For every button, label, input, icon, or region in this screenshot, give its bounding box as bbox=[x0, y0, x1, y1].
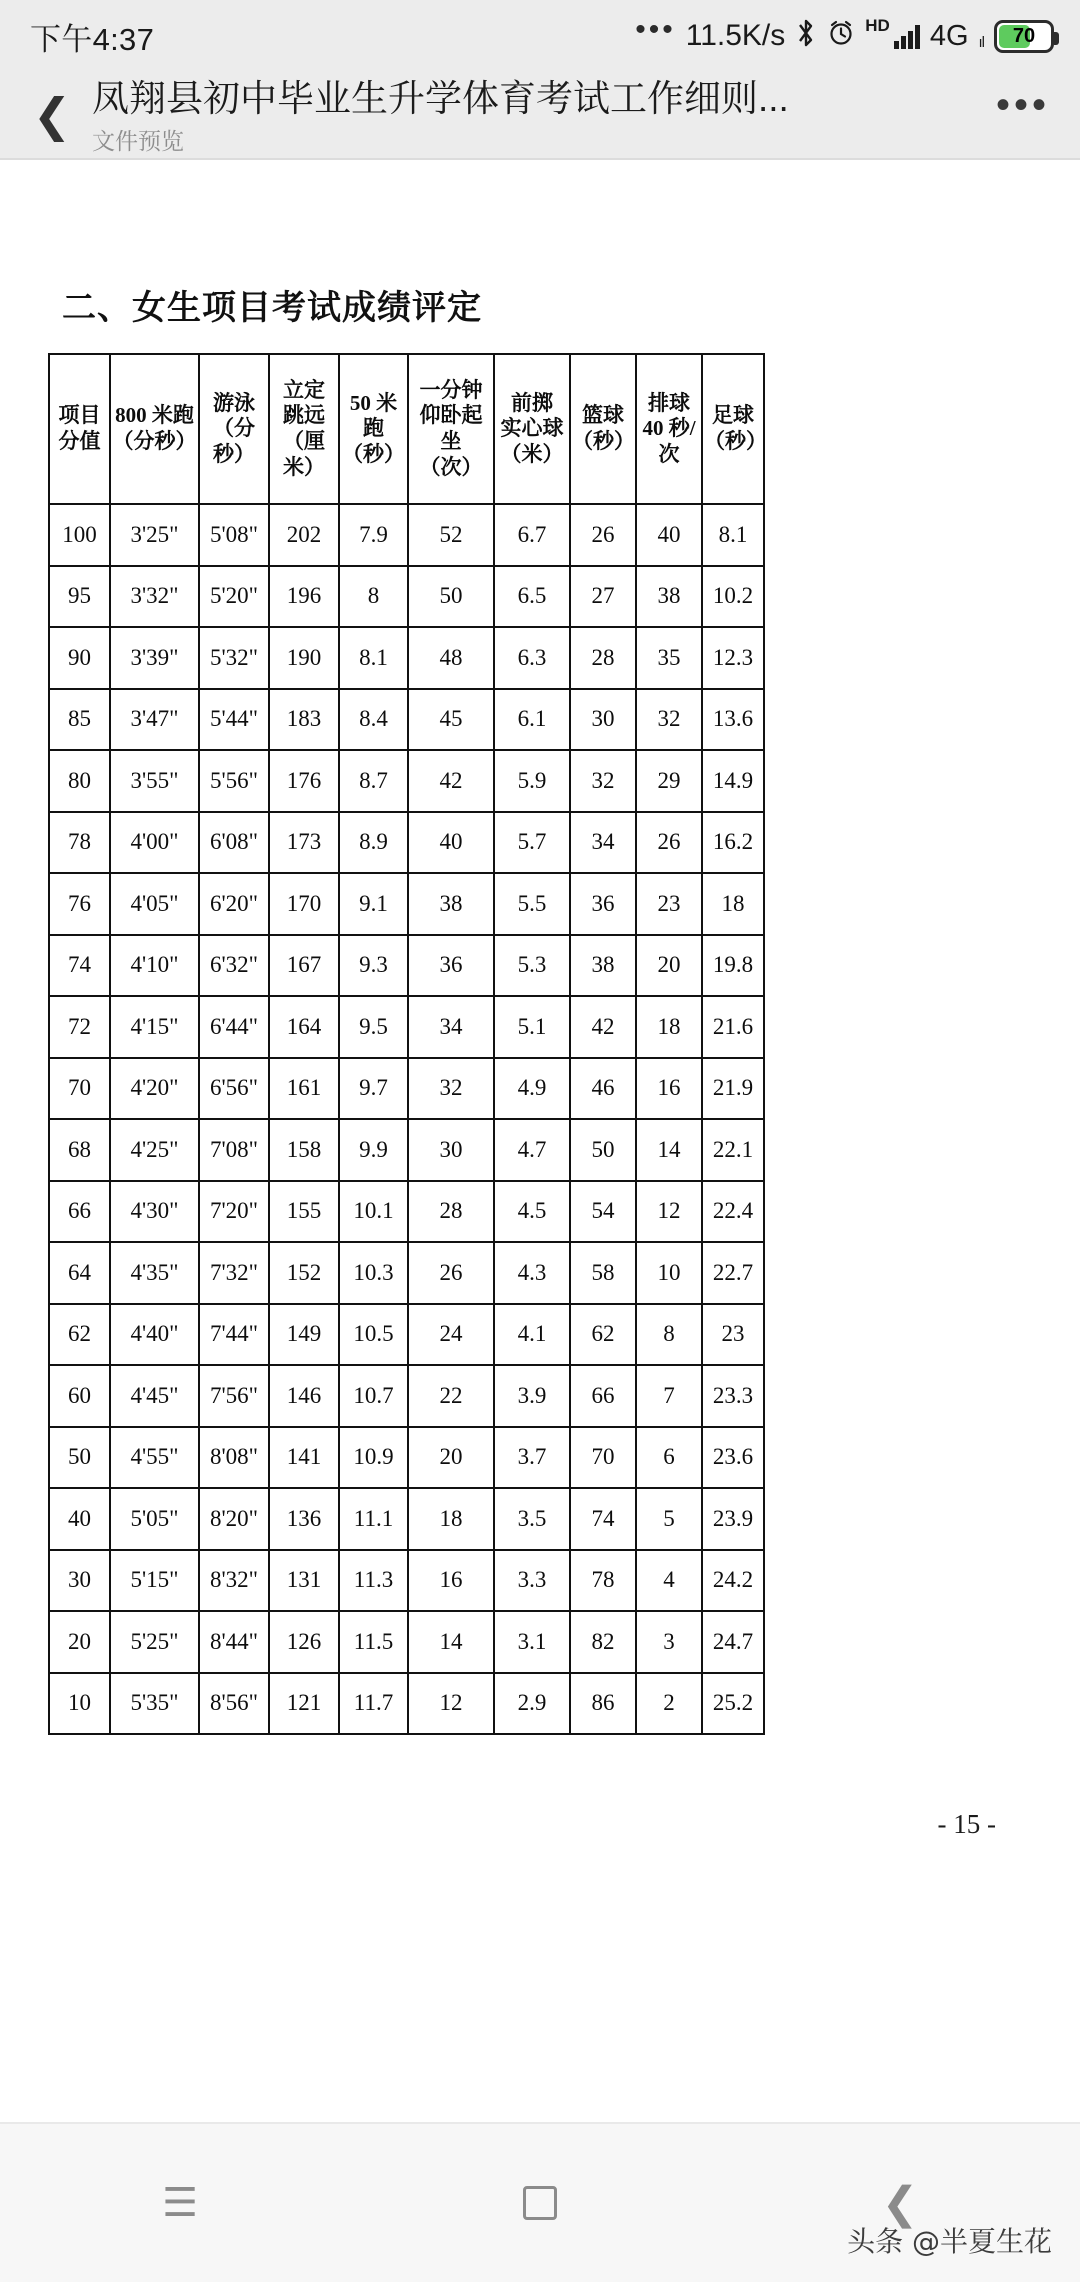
table-cell-score: 74 bbox=[49, 935, 110, 997]
table-cell-standing_long_jump: 173 bbox=[269, 812, 339, 874]
table-cell-run800m: 3'55" bbox=[110, 750, 199, 812]
table-cell-score: 68 bbox=[49, 1119, 110, 1181]
table-cell-score: 76 bbox=[49, 873, 110, 935]
table-cell-volleyball_40s: 26 bbox=[636, 812, 702, 874]
table-cell-run50m: 11.7 bbox=[339, 1673, 408, 1735]
table-cell-football: 22.1 bbox=[702, 1119, 764, 1181]
table-cell-standing_long_jump: 190 bbox=[269, 627, 339, 689]
table-cell-swim: 8'08" bbox=[199, 1427, 269, 1489]
table-row bbox=[49, 873, 764, 935]
table-cell-solid_ball_throw: 3.7 bbox=[494, 1427, 570, 1489]
table-cell-swim: 7'08" bbox=[199, 1119, 269, 1181]
table-cell-swim: 5'44" bbox=[199, 689, 269, 751]
table-cell-football: 14.9 bbox=[702, 750, 764, 812]
table-cell-volleyball_40s: 3 bbox=[636, 1611, 702, 1673]
table-cell-situps_1min: 52 bbox=[408, 504, 494, 566]
alarm-clock-icon bbox=[827, 19, 855, 54]
table-cell-football: 8.1 bbox=[702, 504, 764, 566]
table-cell-football: 13.6 bbox=[702, 689, 764, 751]
nav-menu-button[interactable] bbox=[0, 2180, 360, 2226]
table-cell-situps_1min: 36 bbox=[408, 935, 494, 997]
table-cell-run50m: 10.7 bbox=[339, 1365, 408, 1427]
table-cell-score: 90 bbox=[49, 627, 110, 689]
table-cell-swim: 8'32" bbox=[199, 1550, 269, 1612]
table-cell-volleyball_40s: 35 bbox=[636, 627, 702, 689]
table-cell-football: 21.9 bbox=[702, 1058, 764, 1120]
table-cell-score: 66 bbox=[49, 1181, 110, 1243]
table-cell-swim: 5'56" bbox=[199, 750, 269, 812]
table-cell-solid_ball_throw: 5.7 bbox=[494, 812, 570, 874]
more-dots-icon: ••• bbox=[635, 13, 676, 46]
table-cell-basketball: 58 bbox=[570, 1242, 636, 1304]
more-options-icon[interactable]: ••• bbox=[995, 82, 1050, 127]
table-body bbox=[49, 504, 764, 1734]
table-row bbox=[49, 689, 764, 751]
table-cell-football: 23 bbox=[702, 1304, 764, 1366]
table-cell-run50m: 11.5 bbox=[339, 1611, 408, 1673]
table-cell-solid_ball_throw: 3.1 bbox=[494, 1611, 570, 1673]
table-cell-swim: 7'32" bbox=[199, 1242, 269, 1304]
watermark-label: 头条 @半夏生花 bbox=[847, 2225, 1052, 2258]
table-cell-basketball: 32 bbox=[570, 750, 636, 812]
table-cell-score: 60 bbox=[49, 1365, 110, 1427]
table-cell-standing_long_jump: 149 bbox=[269, 1304, 339, 1366]
table-cell-run800m: 4'15" bbox=[110, 996, 199, 1058]
table-cell-standing_long_jump: 176 bbox=[269, 750, 339, 812]
table-cell-run800m: 4'40" bbox=[110, 1304, 199, 1366]
table-cell-situps_1min: 28 bbox=[408, 1181, 494, 1243]
cellular-signal-icon bbox=[894, 23, 920, 49]
section-heading: 二、女生项目考试成绩评定 bbox=[62, 288, 482, 328]
document-preview-area[interactable] bbox=[0, 280, 1080, 2122]
table-cell-situps_1min: 20 bbox=[408, 1427, 494, 1489]
table-cell-solid_ball_throw: 5.5 bbox=[494, 873, 570, 935]
table-cell-volleyball_40s: 23 bbox=[636, 873, 702, 935]
table-cell-solid_ball_throw: 3.9 bbox=[494, 1365, 570, 1427]
table-cell-standing_long_jump: 170 bbox=[269, 873, 339, 935]
table-cell-basketball: 62 bbox=[570, 1304, 636, 1366]
table-row bbox=[49, 504, 764, 566]
table-cell-run800m: 4'35" bbox=[110, 1242, 199, 1304]
table-cell-swim: 5'20" bbox=[199, 566, 269, 628]
table-cell-run50m: 10.9 bbox=[339, 1427, 408, 1489]
table-head bbox=[49, 354, 767, 504]
table-cell-volleyball_40s: 12 bbox=[636, 1181, 702, 1243]
table-row bbox=[49, 935, 764, 997]
table-cell-standing_long_jump: 158 bbox=[269, 1119, 339, 1181]
table-cell-score: 100 bbox=[49, 504, 110, 566]
table-row bbox=[49, 1304, 764, 1366]
table-row bbox=[49, 1242, 764, 1304]
table-cell-basketball: 50 bbox=[570, 1119, 636, 1181]
table-cell-swim: 6'44" bbox=[199, 996, 269, 1058]
table-cell-swim: 6'20" bbox=[199, 873, 269, 935]
table-cell-basketball: 82 bbox=[570, 1611, 636, 1673]
battery-level-label: 70 bbox=[1012, 24, 1036, 47]
table-cell-basketball: 34 bbox=[570, 812, 636, 874]
table-cell-football: 16.2 bbox=[702, 812, 764, 874]
table-cell-solid_ball_throw: 5.1 bbox=[494, 996, 570, 1058]
table-cell-volleyball_40s: 32 bbox=[636, 689, 702, 751]
table-cell-run800m: 4'05" bbox=[110, 873, 199, 935]
table-cell-football: 12.3 bbox=[702, 627, 764, 689]
table-row bbox=[49, 996, 764, 1058]
table-cell-solid_ball_throw: 6.7 bbox=[494, 504, 570, 566]
table-cell-volleyball_40s: 20 bbox=[636, 935, 702, 997]
table-cell-score: 85 bbox=[49, 689, 110, 751]
table-cell-run50m: 9.1 bbox=[339, 873, 408, 935]
table-row bbox=[49, 627, 764, 689]
table-cell-run50m: 9.7 bbox=[339, 1058, 408, 1120]
table-cell-standing_long_jump: 164 bbox=[269, 996, 339, 1058]
table-cell-standing_long_jump: 167 bbox=[269, 935, 339, 997]
table-cell-swim: 7'56" bbox=[199, 1365, 269, 1427]
table-row bbox=[49, 1181, 764, 1243]
table-cell-volleyball_40s: 5 bbox=[636, 1488, 702, 1550]
table-cell-run50m: 10.5 bbox=[339, 1304, 408, 1366]
header-text-group bbox=[92, 77, 980, 152]
status-bar bbox=[0, 0, 1080, 72]
table-cell-situps_1min: 50 bbox=[408, 566, 494, 628]
table-cell-basketball: 70 bbox=[570, 1427, 636, 1489]
table-cell-run800m: 5'15" bbox=[110, 1550, 199, 1612]
table-cell-basketball: 36 bbox=[570, 873, 636, 935]
table-cell-run800m: 3'47" bbox=[110, 689, 199, 751]
table-cell-situps_1min: 34 bbox=[408, 996, 494, 1058]
table-cell-basketball: 86 bbox=[570, 1673, 636, 1735]
table-cell-score: 50 bbox=[49, 1427, 110, 1489]
table-cell-football: 18 bbox=[702, 873, 764, 935]
table-cell-solid_ball_throw: 4.3 bbox=[494, 1242, 570, 1304]
table-col-header-basketball: 篮球 （秒） bbox=[570, 354, 636, 504]
table-cell-score: 80 bbox=[49, 750, 110, 812]
table-cell-run800m: 4'20" bbox=[110, 1058, 199, 1120]
table-cell-solid_ball_throw: 4.1 bbox=[494, 1304, 570, 1366]
table-cell-score: 40 bbox=[49, 1488, 110, 1550]
table-row bbox=[49, 1427, 764, 1489]
table-cell-basketball: 30 bbox=[570, 689, 636, 751]
table-cell-situps_1min: 14 bbox=[408, 1611, 494, 1673]
table-row bbox=[49, 1058, 764, 1120]
table-cell-solid_ball_throw: 3.3 bbox=[494, 1550, 570, 1612]
table-cell-standing_long_jump: 121 bbox=[269, 1673, 339, 1735]
hd-badge: HD bbox=[865, 16, 890, 35]
table-cell-situps_1min: 22 bbox=[408, 1365, 494, 1427]
status-time: 下午4:37 bbox=[30, 21, 155, 57]
table-cell-basketball: 38 bbox=[570, 935, 636, 997]
bluetooth-icon bbox=[795, 18, 817, 55]
table-cell-football: 23.9 bbox=[702, 1488, 764, 1550]
table-cell-situps_1min: 30 bbox=[408, 1119, 494, 1181]
table-header-row bbox=[49, 354, 764, 504]
table-cell-volleyball_40s: 8 bbox=[636, 1304, 702, 1366]
table-cell-standing_long_jump: 161 bbox=[269, 1058, 339, 1120]
table-cell-swim: 7'20" bbox=[199, 1181, 269, 1243]
table-cell-solid_ball_throw: 5.3 bbox=[494, 935, 570, 997]
table-cell-score: 64 bbox=[49, 1242, 110, 1304]
table-cell-run50m: 9.3 bbox=[339, 935, 408, 997]
page-subtitle: 文件预览 bbox=[92, 127, 184, 154]
table-cell-solid_ball_throw: 2.9 bbox=[494, 1673, 570, 1735]
table-col-header-run50m: 50 米 跑 （秒） bbox=[339, 354, 408, 504]
app-header bbox=[0, 72, 1080, 158]
table-col-header-volleyball_40s: 排球 40 秒/ 次 bbox=[636, 354, 702, 504]
table-cell-football: 19.8 bbox=[702, 935, 764, 997]
table-cell-standing_long_jump: 152 bbox=[269, 1242, 339, 1304]
table-cell-score: 72 bbox=[49, 996, 110, 1058]
table-row bbox=[49, 1673, 764, 1735]
menu-icon: ☰ bbox=[162, 2181, 198, 2225]
table-cell-football: 25.2 bbox=[702, 1673, 764, 1735]
table-cell-solid_ball_throw: 4.9 bbox=[494, 1058, 570, 1120]
table-cell-football: 10.2 bbox=[702, 566, 764, 628]
table-cell-standing_long_jump: 126 bbox=[269, 1611, 339, 1673]
table-cell-basketball: 54 bbox=[570, 1181, 636, 1243]
table-cell-volleyball_40s: 38 bbox=[636, 566, 702, 628]
table-cell-run800m: 5'05" bbox=[110, 1488, 199, 1550]
table-col-header-score: 项目 分值 bbox=[49, 354, 110, 504]
table-cell-basketball: 66 bbox=[570, 1365, 636, 1427]
network-speed-label: 11.5K/s bbox=[685, 19, 786, 52]
table-cell-run800m: 3'25" bbox=[110, 504, 199, 566]
nav-home-button[interactable] bbox=[360, 2186, 720, 2220]
table-cell-run800m: 4'30" bbox=[110, 1181, 199, 1243]
table-cell-swim: 7'44" bbox=[199, 1304, 269, 1366]
table-cell-solid_ball_throw: 4.5 bbox=[494, 1181, 570, 1243]
table-cell-football: 21.6 bbox=[702, 996, 764, 1058]
table-cell-solid_ball_throw: 6.5 bbox=[494, 566, 570, 628]
table-cell-solid_ball_throw: 3.5 bbox=[494, 1488, 570, 1550]
table-cell-situps_1min: 48 bbox=[408, 627, 494, 689]
table-cell-run50m: 10.1 bbox=[339, 1181, 408, 1243]
table-cell-basketball: 28 bbox=[570, 627, 636, 689]
system-nav-bar bbox=[0, 2122, 1080, 2282]
table-cell-run800m: 4'45" bbox=[110, 1365, 199, 1427]
table-col-header-situps_1min: 一分钟 仰卧起 坐 （次） bbox=[408, 354, 494, 504]
table-cell-score: 78 bbox=[49, 812, 110, 874]
table-cell-swim: 8'44" bbox=[199, 1611, 269, 1673]
table-cell-solid_ball_throw: 6.3 bbox=[494, 627, 570, 689]
table-cell-standing_long_jump: 155 bbox=[269, 1181, 339, 1243]
table-cell-standing_long_jump: 183 bbox=[269, 689, 339, 751]
score-evaluation-table bbox=[48, 353, 765, 1735]
table-cell-situps_1min: 40 bbox=[408, 812, 494, 874]
table-cell-run800m: 3'39" bbox=[110, 627, 199, 689]
table-cell-run50m: 8.9 bbox=[339, 812, 408, 874]
table-cell-run800m: 4'25" bbox=[110, 1119, 199, 1181]
table-cell-basketball: 74 bbox=[570, 1488, 636, 1550]
table-row bbox=[49, 1365, 764, 1427]
table-cell-volleyball_40s: 16 bbox=[636, 1058, 702, 1120]
table-row bbox=[49, 566, 764, 628]
table-cell-basketball: 26 bbox=[570, 504, 636, 566]
table-cell-solid_ball_throw: 5.9 bbox=[494, 750, 570, 812]
table-cell-score: 30 bbox=[49, 1550, 110, 1612]
table-cell-run800m: 4'10" bbox=[110, 935, 199, 997]
document-page-number: - 15 - bbox=[937, 1809, 996, 1839]
table-row bbox=[49, 1119, 764, 1181]
network-type-label: 4G bbox=[929, 19, 969, 52]
table-cell-situps_1min: 32 bbox=[408, 1058, 494, 1120]
table-cell-run800m: 5'35" bbox=[110, 1673, 199, 1735]
table-cell-volleyball_40s: 14 bbox=[636, 1119, 702, 1181]
table-cell-situps_1min: 45 bbox=[408, 689, 494, 751]
table-cell-situps_1min: 24 bbox=[408, 1304, 494, 1366]
table-cell-solid_ball_throw: 4.7 bbox=[494, 1119, 570, 1181]
table-cell-volleyball_40s: 6 bbox=[636, 1427, 702, 1489]
table-cell-football: 22.4 bbox=[702, 1181, 764, 1243]
table-cell-run50m: 7.9 bbox=[339, 504, 408, 566]
table-col-header-swim: 游泳 （分 秒） bbox=[199, 354, 269, 504]
table-cell-run50m: 9.9 bbox=[339, 1119, 408, 1181]
home-icon bbox=[523, 2186, 557, 2220]
table-cell-situps_1min: 38 bbox=[408, 873, 494, 935]
table-cell-football: 23.3 bbox=[702, 1365, 764, 1427]
table-cell-volleyball_40s: 2 bbox=[636, 1673, 702, 1735]
header-divider bbox=[0, 158, 1080, 160]
battery-icon bbox=[994, 20, 1054, 53]
table-row bbox=[49, 1611, 764, 1673]
sim-signal-icon: ıl bbox=[978, 33, 984, 51]
table-cell-volleyball_40s: 7 bbox=[636, 1365, 702, 1427]
table-row bbox=[49, 1550, 764, 1612]
table-cell-swim: 8'20" bbox=[199, 1488, 269, 1550]
table-cell-situps_1min: 42 bbox=[408, 750, 494, 812]
table-cell-standing_long_jump: 141 bbox=[269, 1427, 339, 1489]
table-cell-volleyball_40s: 29 bbox=[636, 750, 702, 812]
table-cell-basketball: 78 bbox=[570, 1550, 636, 1612]
table-cell-football: 24.2 bbox=[702, 1550, 764, 1612]
table-cell-score: 70 bbox=[49, 1058, 110, 1120]
table-col-header-standing_long_jump: 立定 跳远 （厘米） bbox=[269, 354, 339, 504]
table-cell-standing_long_jump: 196 bbox=[269, 566, 339, 628]
table-cell-swim: 6'32" bbox=[199, 935, 269, 997]
table-cell-standing_long_jump: 146 bbox=[269, 1365, 339, 1427]
table-cell-score: 95 bbox=[49, 566, 110, 628]
chevron-left-icon[interactable]: ❮ bbox=[32, 89, 72, 141]
table-cell-basketball: 27 bbox=[570, 566, 636, 628]
table-cell-score: 10 bbox=[49, 1673, 110, 1735]
table-cell-football: 24.7 bbox=[702, 1611, 764, 1673]
page-title: 凤翔县初中毕业生升学体育考试工作细则... bbox=[92, 78, 789, 120]
table-cell-situps_1min: 12 bbox=[408, 1673, 494, 1735]
table-row bbox=[49, 812, 764, 874]
table-cell-swim: 5'32" bbox=[199, 627, 269, 689]
table-cell-volleyball_40s: 4 bbox=[636, 1550, 702, 1612]
table-cell-swim: 8'56" bbox=[199, 1673, 269, 1735]
table-cell-standing_long_jump: 202 bbox=[269, 504, 339, 566]
table-cell-football: 23.6 bbox=[702, 1427, 764, 1489]
table-cell-volleyball_40s: 18 bbox=[636, 996, 702, 1058]
table-col-header-run800m: 800 米跑 （分秒） bbox=[110, 354, 199, 504]
table-cell-run50m: 8 bbox=[339, 566, 408, 628]
table-cell-situps_1min: 16 bbox=[408, 1550, 494, 1612]
table-cell-run800m: 3'32" bbox=[110, 566, 199, 628]
table-col-header-football: 足球 （秒） bbox=[702, 354, 764, 504]
table-cell-swim: 6'56" bbox=[199, 1058, 269, 1120]
table-cell-basketball: 42 bbox=[570, 996, 636, 1058]
table-cell-solid_ball_throw: 6.1 bbox=[494, 689, 570, 751]
table-cell-run50m: 8.1 bbox=[339, 627, 408, 689]
table-cell-volleyball_40s: 10 bbox=[636, 1242, 702, 1304]
back-icon: ❮ bbox=[881, 2178, 919, 2228]
table-cell-score: 20 bbox=[49, 1611, 110, 1673]
table-col-header-solid_ball_throw: 前掷 实心球 （米） bbox=[494, 354, 570, 504]
table-cell-volleyball_40s: 40 bbox=[636, 504, 702, 566]
table-cell-situps_1min: 18 bbox=[408, 1488, 494, 1550]
table-cell-run50m: 11.1 bbox=[339, 1488, 408, 1550]
table-row bbox=[49, 750, 764, 812]
table-cell-standing_long_jump: 131 bbox=[269, 1550, 339, 1612]
table-cell-run50m: 9.5 bbox=[339, 996, 408, 1058]
table-cell-standing_long_jump: 136 bbox=[269, 1488, 339, 1550]
table-cell-run800m: 4'00" bbox=[110, 812, 199, 874]
table-cell-run50m: 8.4 bbox=[339, 689, 408, 751]
table-cell-run800m: 5'25" bbox=[110, 1611, 199, 1673]
table-row bbox=[49, 1488, 764, 1550]
table-cell-score: 62 bbox=[49, 1304, 110, 1366]
table-cell-swim: 5'08" bbox=[199, 504, 269, 566]
table-cell-swim: 6'08" bbox=[199, 812, 269, 874]
status-icons-group bbox=[635, 13, 1054, 55]
table-cell-football: 22.7 bbox=[702, 1242, 764, 1304]
table-cell-basketball: 46 bbox=[570, 1058, 636, 1120]
table-cell-run50m: 11.3 bbox=[339, 1550, 408, 1612]
table-cell-run50m: 8.7 bbox=[339, 750, 408, 812]
table-cell-run800m: 4'55" bbox=[110, 1427, 199, 1489]
table-cell-run50m: 10.3 bbox=[339, 1242, 408, 1304]
table-cell-situps_1min: 26 bbox=[408, 1242, 494, 1304]
